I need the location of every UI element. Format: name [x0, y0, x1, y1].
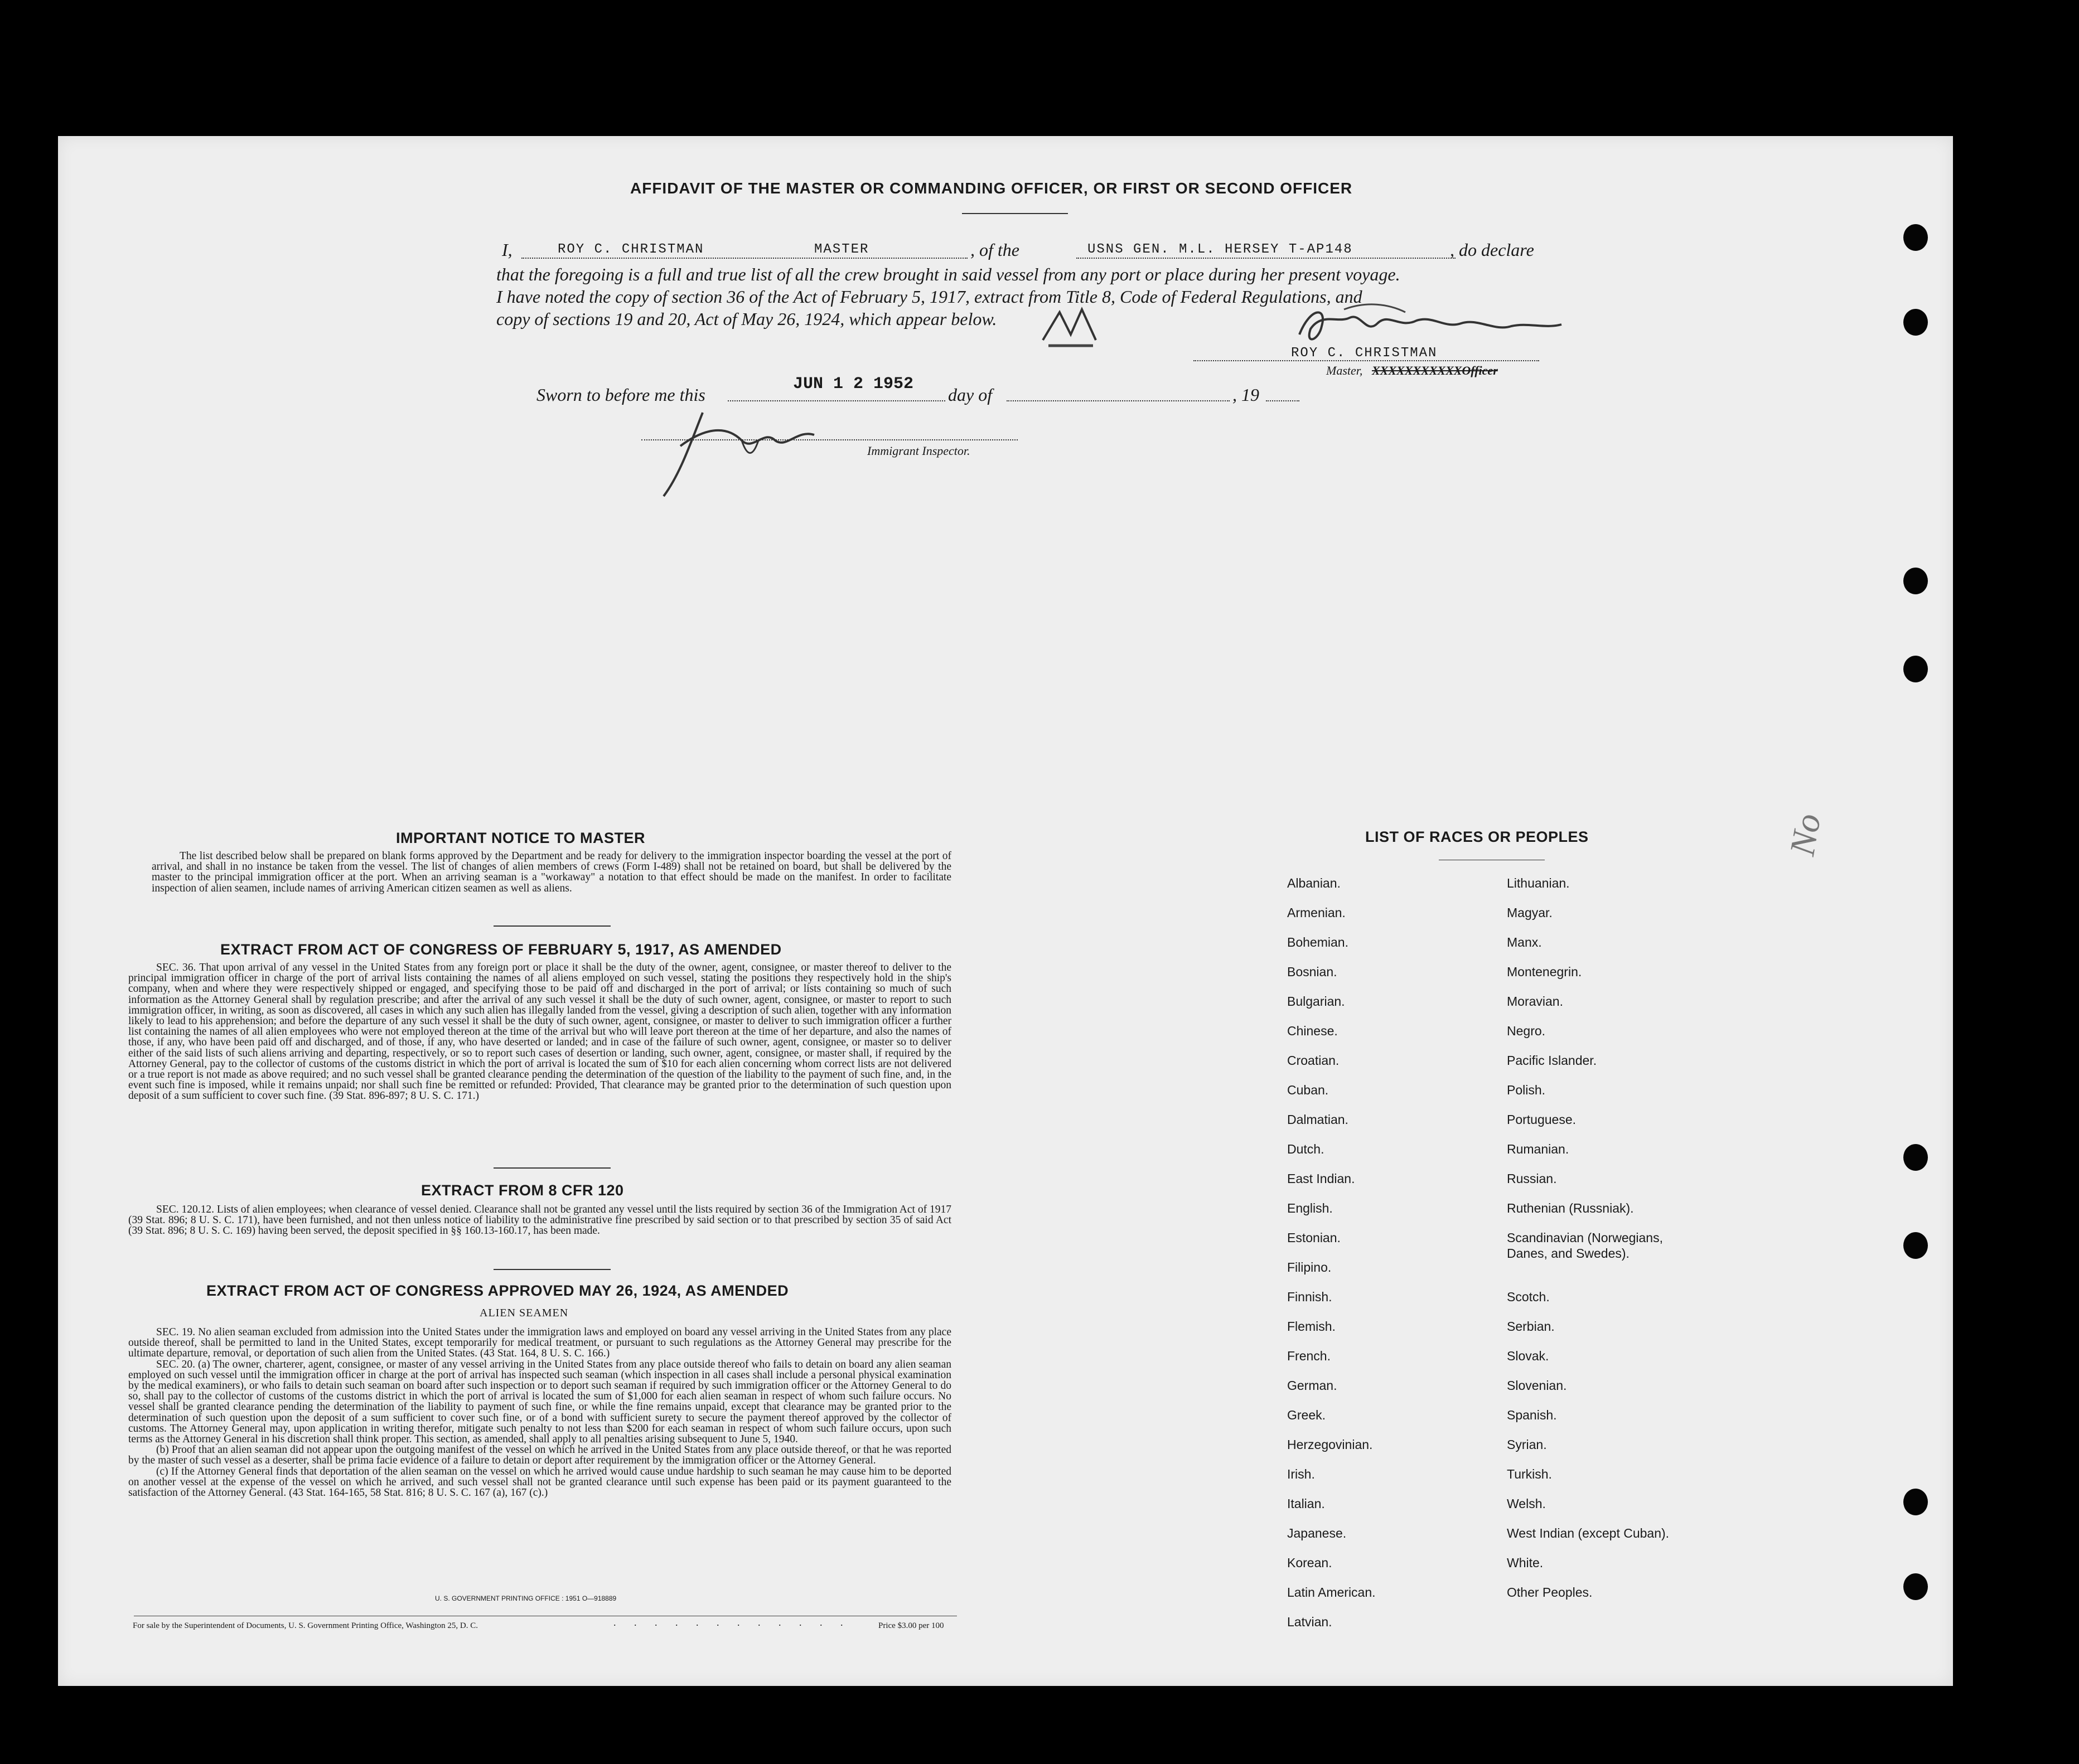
divider-rule	[494, 1269, 611, 1270]
sec120-paragraph: SEC. 120.12. Lists of alien employees; when clearance of vessel denied. Clearance shall not be granted any vessel until the lists required by section 36 of the Immigration Act of 1917 (39 Stat. 896; 8 U. S. C. 171), have been furnished, and not then unless notice of liability to the administrative fine prescribed by said section or to that prescribed by section 35 of said Act (39 Stat. 896; 8 U. S. C. 169) having been served, the deposit specified in §§ 160.13-160.17, has been made.	[128, 1204, 951, 1237]
affidavit-line-2: that the foregoing is a full and true list of all the crew brought in said vessel from any port or place during her present voyage.	[496, 264, 1400, 284]
race-item: Irish.	[1287, 1467, 1315, 1481]
master-signature	[1288, 301, 1567, 351]
race-item: German.	[1287, 1378, 1337, 1393]
race-item: Scotch.	[1507, 1290, 1550, 1304]
race-item: English.	[1287, 1201, 1333, 1215]
day-of-label: day of	[948, 385, 993, 405]
races-left-column	[1287, 869, 1376, 1637]
year-line	[1266, 400, 1299, 401]
race-item: Estonian.	[1287, 1230, 1341, 1245]
binder-hole	[1903, 568, 1928, 594]
do-declare-label: , do declare	[1450, 240, 1534, 260]
margin-mark: No	[1782, 810, 1829, 859]
race-item: Latin American.	[1287, 1585, 1376, 1600]
race-item: Italian.	[1287, 1496, 1325, 1511]
race-item: East Indian.	[1287, 1171, 1355, 1186]
of-the-label: , of the	[970, 240, 1019, 260]
race-item: Dalmatian.	[1287, 1112, 1348, 1127]
race-item: Spanish.	[1507, 1408, 1557, 1422]
race-item: Bulgarian.	[1287, 994, 1345, 1009]
ink-stamp-mark	[1037, 301, 1104, 351]
race-item: Dutch.	[1287, 1142, 1324, 1156]
race-item: Latvian.	[1287, 1615, 1332, 1629]
price-note: Price $3.00 per 100	[878, 1621, 944, 1630]
sworn-date-line	[728, 400, 945, 401]
race-item: Greek.	[1287, 1408, 1326, 1422]
sec20b-paragraph: (b) Proof that an alien seaman did not appear upon the outgoing manifest of the vessel on which he arrived in the United States from any place outside thereof, or that he was reported by the master of such vessel as a deserter, shall be prima facie evidence of a failure to detain or deport after requirement by the immigration officer or the Attorney General.	[128, 1444, 951, 1467]
race-item: Bohemian.	[1287, 935, 1348, 949]
extract-1924-body	[128, 1327, 951, 1498]
sec20c-paragraph: (c) If the Attorney General finds that deportation of the alien seaman on the vessel on which he arrived would cause undue hardship to such seaman he may cause him to be deported on another vessel at the expense of the vessel on which he arrived, and such vessel shall not be granted clearance until such expense has been paid or its payment guaranteed to the satisfaction of the Attorney General. (43 Stat. 164-165, 58 Stat. 816; 8 U. S. C. 167 (a), 167 (c).)	[128, 1465, 951, 1499]
divider-rule	[494, 1167, 611, 1169]
affidavit-line-3: I have noted the copy of section 36 of the Act of February 5, 1917, extract from Title 8, Code of Federal Regulations, and	[496, 287, 1362, 307]
race-item: Albanian.	[1287, 876, 1341, 890]
date-stamp: JUN 1 2 1952	[793, 375, 914, 394]
race-item: Filipino.	[1287, 1260, 1332, 1274]
race-item: Montenegrin.	[1507, 965, 1582, 979]
binder-hole	[1903, 1144, 1928, 1171]
race-item: Magyar.	[1507, 905, 1553, 920]
cfr120-body	[128, 1204, 951, 1237]
name-typed[interactable]: ROY C. CHRISTMAN	[558, 242, 704, 257]
binder-hole	[1903, 309, 1928, 336]
alien-seamen-subtitle: ALIEN SEAMEN	[480, 1307, 569, 1319]
race-item: Moravian.	[1507, 994, 1563, 1009]
race-item: Herzegovinian.	[1287, 1437, 1373, 1452]
sec36-paragraph: SEC. 36. That upon arrival of any vessel in the United States from any foreign port or place it shall be the duty of the owner, agent, consignee, or master thereof to deliver to the principal immigration officer in charge of the port of arrival lists containing the names of all aliens employed on such vessel, stating the positions they respectively hold in the ship's company, when and where they were respectively shipped or engaged, and specifying those to be paid off and discharged in the port of arrival; or lists containing so much of such information as the Attorney General shall by regulation prescribe; and after the arrival of any such vessel it shall be the duty of such owner, agent, consignee, or master to report to such immigration officer, in writing, as soon as discovered, all cases in which any such alien has illegally landed from the vessel, giving a description of such alien, together with any information likely to lead to his apprehension; and before the departure of any such vessel it shall be the duty of such owner, agent, consignee, or master to deliver to such immigration officer a further list containing the names of all alien employees who were not employed thereon at the time of the arrival but who will leave port thereon at the time of her departure, and also the names of those, if any, who have been paid off and discharged, and of those, if any, who have deserted or landed; and in case of the failure of such owner, agent, consignee, or master so to deliver either of the said lists of such aliens arriving and departing, respectively, or so to report such cases of desertion or landing, such owner, agent, consignee, or master shall, if required by the Attorney General, pay to the collector of customs of the customs district in which the port of arrival is located the sum of $10 for each alien concerning whom correct lists are not delivered or a true report is not made as above required; and no such vessel shall be granted clearance pending the determination of the question of the liability to the payment of such fine, and, in the event such fine is imposed, while it remains unpaid; nor shall such fine be remitted or refunded: Provided, That clearance may be granted prior to the determination of such question upon deposit of a sum sufficient to cover such fine. (39 Stat. 896-897; 8 U. S. C. 171.)	[128, 962, 951, 1102]
binder-hole	[1903, 224, 1928, 251]
binder-hole	[1903, 1573, 1928, 1600]
race-item: Welsh.	[1507, 1496, 1546, 1511]
race-item: Cuban.	[1287, 1083, 1329, 1097]
race-item: Turkish.	[1507, 1467, 1552, 1481]
race-item: Bosnian.	[1287, 965, 1337, 979]
inspector-line	[641, 439, 1018, 440]
vessel-typed[interactable]: USNS GEN. M.L. HERSEY T-AP148	[1087, 242, 1353, 257]
race-item: French.	[1287, 1349, 1331, 1363]
notice-paragraph: The list described below shall be prepared on blank forms approved by the Department and be ready for delivery to the immigration inspector boarding the vessel at the port of arrival, and shall in no instance be taken from the vessel. The list of changes of alien members of crews (Form I-489) shall not be retained on board, but shall be delivered by the master to the principal immigration officer at the port. When an arriving seaman is a "workaway" a notation to that effect should be made on the manifest. In order to facilitate inspection of alien seamen, include names of arriving American citizen seamen as well as aliens.	[152, 850, 951, 894]
race-item: Portuguese.	[1507, 1112, 1577, 1127]
i-label: I,	[502, 240, 513, 260]
race-item: Croatian.	[1287, 1053, 1340, 1068]
race-item: Syrian.	[1507, 1437, 1547, 1452]
signer-title-label: Master,	[1326, 364, 1363, 377]
race-item: Slovenian.	[1507, 1378, 1567, 1393]
leader-dots: . . . . . . . . . . . .	[613, 1617, 851, 1628]
extract-1917-body	[128, 962, 951, 1102]
notice-title: IMPORTANT NOTICE TO MASTER	[396, 830, 645, 846]
extract-1917-title: EXTRACT FROM ACT OF CONGRESS OF FEBRUARY 5, 1917, AS AMENDED	[220, 941, 782, 958]
race-item: Flemish.	[1287, 1319, 1336, 1334]
signer-title-struck: XXXXXXXXXXXOfficer	[1372, 364, 1498, 377]
race-item: Slovak.	[1507, 1349, 1549, 1363]
race-item: Serbian.	[1507, 1319, 1555, 1334]
rank-typed[interactable]: MASTER	[814, 242, 869, 257]
race-item: Korean.	[1287, 1555, 1332, 1570]
cfr120-title: EXTRACT FROM 8 CFR 120	[421, 1182, 624, 1199]
extract-1924-title: EXTRACT FROM ACT OF CONGRESS APPROVED MAY 26, 1924, AS AMENDED	[206, 1282, 789, 1299]
title-rule	[962, 213, 1068, 214]
race-item: Other Peoples.	[1507, 1585, 1593, 1600]
races-title: LIST OF RACES OR PEOPLES	[1365, 828, 1589, 845]
sworn-label: Sworn to before me this	[536, 385, 705, 405]
race-item: White.	[1507, 1555, 1544, 1570]
race-item: Japanese.	[1287, 1526, 1347, 1540]
gpo-imprint: U. S. GOVERNMENT PRINTING OFFICE : 1951 O—918889	[435, 1595, 617, 1602]
race-item: Pacific Islander.	[1507, 1053, 1597, 1068]
race-item: Scandinavian (Norwegians, Danes, and Swedes).	[1507, 1230, 1663, 1261]
race-item: Rumanian.	[1507, 1142, 1569, 1156]
signer-typed: ROY C. CHRISTMAN	[1291, 346, 1438, 361]
vessel-line	[1076, 258, 1456, 259]
month-line	[1007, 400, 1230, 401]
binder-hole	[1903, 1232, 1928, 1259]
race-item: Russian.	[1507, 1171, 1557, 1186]
race-item: Finnish.	[1287, 1290, 1332, 1304]
inspector-signature	[658, 407, 837, 502]
binder-hole	[1903, 656, 1928, 682]
affidavit-line-4: copy of sections 19 and 20, Act of May 26, 1924, which appear below.	[496, 309, 997, 329]
year-prefix: , 19	[1232, 385, 1259, 405]
divider-rule	[494, 925, 611, 927]
race-item: Manx.	[1507, 935, 1542, 949]
binder-hole	[1903, 1489, 1928, 1515]
race-item: Armenian.	[1287, 905, 1346, 920]
race-item: Polish.	[1507, 1083, 1546, 1097]
sec20a-paragraph: SEC. 20. (a) The owner, charterer, agent, consignee, or master of any vessel arriving in the United States from any place outside thereof who fails to detain on board any alien seaman employed on such vessel until the immigration officer in charge at the port of arrival has inspected such seaman (which inspection in all cases shall include a personal physical examination by the medical examiners), or who fails to detain such seaman on board after such inspection or to deport such seaman if required by such immigration officer or the Attorney General to do so, shall pay to the collector of customs of the customs district in which the port of arrival is located the sum of $1,000 for each alien seaman in respect of whom such failure occurs. No vessel shall be granted clearance pending the determination of the liability to payment of such fine, or while the fine remains unpaid, except that clearance may be granted prior to the determination of such question upon the deposit of a sum sufficient to cover such fine, or of a bond with sufficient surety to secure the payment thereof approved by the collector of customs. The Attorney General may, upon application in writing therefor, mitigate such penalty to not less than $200 for each seaman in respect of whom such failure occurs, upon such terms as the Attorney General in his discretion shall think proper. This section, as amended, shall apply to all penalties arising subsequent to June 5, 1940.	[128, 1358, 951, 1446]
race-item: Ruthenian (Russniak).	[1507, 1201, 1634, 1215]
notice-body	[152, 851, 951, 894]
races-right-column	[1507, 869, 1691, 1607]
affidavit-title: AFFIDAVIT OF THE MASTER OR COMMANDING OFFICER, OR FIRST OR SECOND OFFICER	[630, 180, 1353, 197]
race-item: Negro.	[1507, 1024, 1546, 1038]
name-line	[521, 258, 968, 259]
sec19-paragraph: SEC. 19. No alien seaman excluded from admission into the United States under the immigration laws and employed on board any vessel arriving in the United States from any place outside thereof, shall be permitted to land in the United States, except temporarily for medical treatment, or pursuant to such regulations as the Attorney General may prescribe for the ultimate departure, removal, or deportation of such alien from the United States. (43 Stat. 164, 8 U. S. C. 166.)	[128, 1326, 951, 1360]
race-item: West Indian (except Cuban).	[1507, 1526, 1670, 1540]
race-item: Chinese.	[1287, 1024, 1338, 1038]
for-sale-note: For sale by the Superintendent of Documents, U. S. Government Printing Office, Washington 25, D. C.	[133, 1621, 478, 1630]
inspector-label: Immigrant Inspector.	[867, 444, 970, 458]
race-item: Lithuanian.	[1507, 876, 1570, 890]
